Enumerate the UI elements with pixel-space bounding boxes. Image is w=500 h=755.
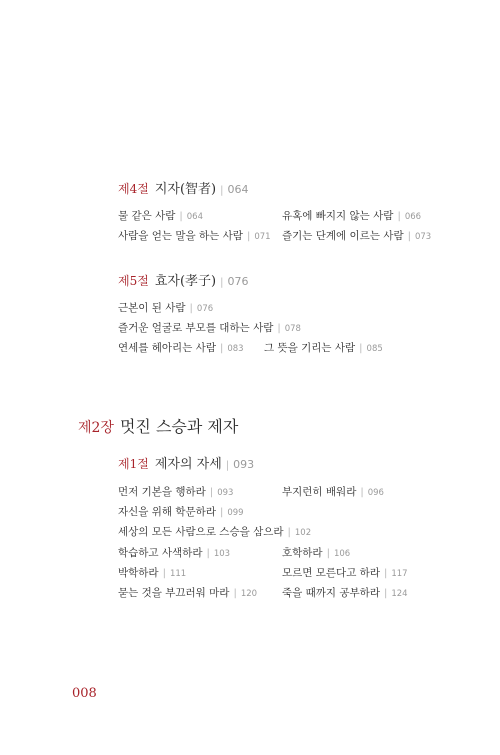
entry-page: 064 xyxy=(186,212,203,222)
entry-title: 유혹에 빠지지 않는 사람 xyxy=(282,210,394,222)
page-number: 008 xyxy=(72,686,97,701)
entry-page: 093 xyxy=(217,488,234,498)
entry-page: 085 xyxy=(366,344,383,354)
toc-entry[interactable]: 즐거운 얼굴로 부모를 대하는 사람 | 078 xyxy=(118,322,301,334)
entry-title: 그 뜻을 기리는 사람 xyxy=(264,342,356,354)
section-number: 제5절 xyxy=(118,274,149,288)
toc-entry[interactable]: 박학하라 | 111 xyxy=(118,567,187,579)
entry-title: 부지런히 배워라 xyxy=(282,486,357,498)
entry-title: 물 같은 사람 xyxy=(118,210,176,222)
toc-entry[interactable]: 부지런히 배워라 | 096 xyxy=(282,486,384,498)
toc-entry[interactable]: 연세를 헤아리는 사람 | 083 xyxy=(118,342,244,354)
separator: | xyxy=(220,277,224,288)
entry-title: 근본이 된 사람 xyxy=(118,302,186,314)
entry-title: 호학하라 xyxy=(282,547,323,559)
entry-title: 박학하라 xyxy=(118,567,159,579)
entry-title: 모르면 모른다고 하라 xyxy=(282,567,380,579)
entry-page: 103 xyxy=(213,549,231,559)
toc-entry[interactable]: 먼저 기본을 행하라 | 093 xyxy=(118,486,234,498)
toc-entry[interactable]: 모르면 모른다고 하라 | 117 xyxy=(282,567,408,579)
entry-title: 사람을 얻는 말을 하는 사람 xyxy=(118,230,243,242)
entry-page: 124 xyxy=(391,589,408,599)
toc-entry[interactable]: 학습하고 사색하라 | 103 xyxy=(118,547,231,559)
entry-page: 078 xyxy=(284,324,301,334)
section-title: 제자의 자세 xyxy=(154,457,222,472)
toc-entry[interactable]: 호학하라 | 106 xyxy=(282,547,351,559)
section-page: 076 xyxy=(227,275,249,288)
toc-entry[interactable]: 그 뜻을 기리는 사람 | 085 xyxy=(264,342,383,354)
entry-title: 먼저 기본을 행하라 xyxy=(118,486,206,498)
toc-entry[interactable]: 사람을 얻는 말을 하는 사람 | 071 xyxy=(118,230,271,242)
entry-page: 071 xyxy=(254,232,271,242)
entry-page: 099 xyxy=(227,508,244,518)
toc-entry[interactable]: 자신을 위해 학문하라 | 099 xyxy=(118,506,244,518)
toc-entry[interactable]: 묻는 것을 부끄러워 마라 | 120 xyxy=(118,587,258,599)
entry-page: 076 xyxy=(196,304,214,314)
entry-page: 120 xyxy=(240,589,258,599)
section-page: 093 xyxy=(233,458,255,471)
section-heading xyxy=(118,178,248,197)
entry-title: 연세를 헤아리는 사람 xyxy=(118,342,216,354)
section-page: 064 xyxy=(227,183,249,196)
toc-entry[interactable]: 물 같은 사람 | 064 xyxy=(118,210,203,222)
toc-entry[interactable]: 즐기는 단계에 이르는 사람 | 073 xyxy=(282,230,432,242)
entry-page: 073 xyxy=(414,232,432,242)
chapter-title: 멋진 스승과 제자 xyxy=(119,417,239,436)
entry-title: 자신을 위해 학문하라 xyxy=(118,506,216,518)
entry-title: 죽을 때까지 공부하라 xyxy=(282,587,380,599)
entry-title: 학습하고 사색하라 xyxy=(118,547,203,559)
toc-entry[interactable]: 세상의 모든 사람으로 스승을 삼으라 | 102 xyxy=(118,526,312,538)
toc-entry[interactable]: 유혹에 빠지지 않는 사람 | 066 xyxy=(282,210,422,222)
entry-page: 111 xyxy=(169,569,187,579)
entry-title: 즐기는 단계에 이르는 사람 xyxy=(282,230,404,242)
entry-page: 117 xyxy=(391,569,408,579)
entry-page: 096 xyxy=(367,488,384,498)
entry-page: 066 xyxy=(404,212,422,222)
toc-entry[interactable]: 근본이 된 사람 | 076 xyxy=(118,302,214,314)
section-title: 지자(智者) xyxy=(154,182,217,197)
toc-entry[interactable]: 죽을 때까지 공부하라 | 124 xyxy=(282,587,408,599)
entry-page: 102 xyxy=(294,528,312,538)
section-number: 제1절 xyxy=(118,457,149,471)
entry-page: 083 xyxy=(227,344,244,354)
chapter-heading xyxy=(78,414,238,437)
separator: | xyxy=(220,185,224,196)
section-heading xyxy=(118,270,248,289)
separator: | xyxy=(225,460,230,471)
entry-title: 묻는 것을 부끄러워 마라 xyxy=(118,587,230,599)
section-heading xyxy=(118,453,254,472)
entry-title: 즐거운 얼굴로 부모를 대하는 사람 xyxy=(118,322,274,334)
section-number: 제4절 xyxy=(118,182,149,196)
entry-page: 106 xyxy=(333,549,351,559)
entry-title: 세상의 모든 사람으로 스승을 삼으라 xyxy=(118,526,284,538)
chapter-number: 제2장 xyxy=(78,420,114,436)
section-title: 효자(孝子) xyxy=(154,274,217,289)
